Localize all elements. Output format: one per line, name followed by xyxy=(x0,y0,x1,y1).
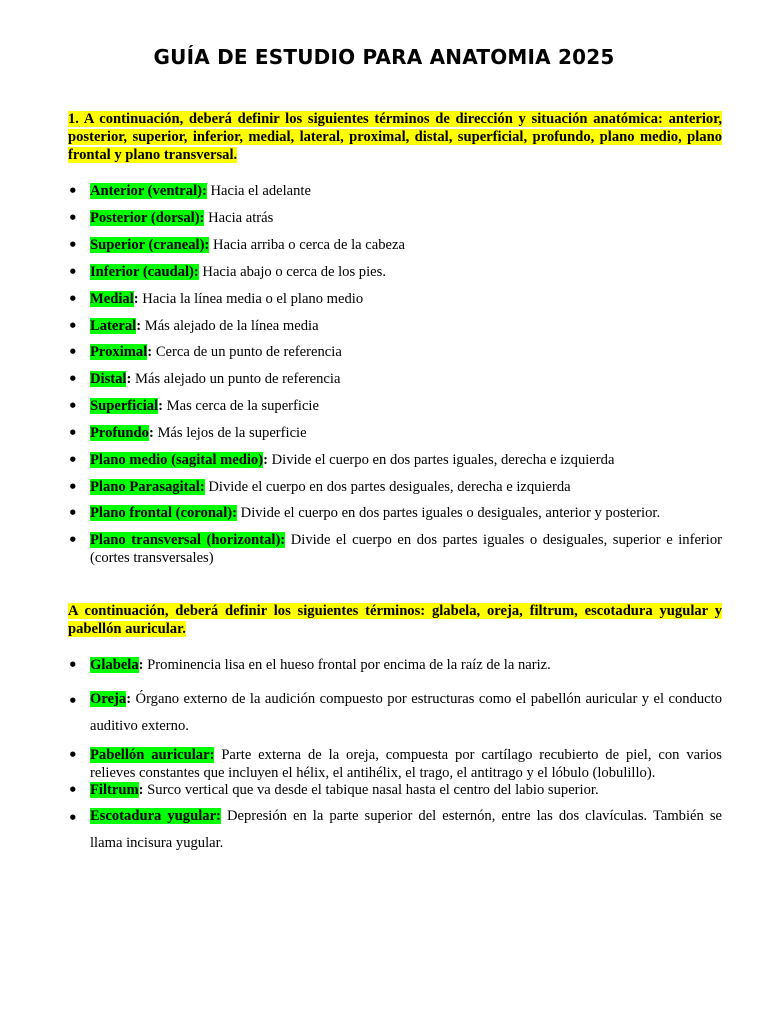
bullet-icon: • xyxy=(68,746,78,764)
section2-heading xyxy=(68,602,722,638)
list-item: • Profundo: Más lejos de la superficie xyxy=(68,424,307,442)
term: Medial xyxy=(90,291,134,307)
term: Pabellón auricular: xyxy=(90,747,215,763)
term: Escotadura yugular: xyxy=(90,808,221,824)
list-item xyxy=(68,182,722,200)
bullet-icon: • xyxy=(68,343,78,361)
list-item: • Lateral: Más alejado de la línea media xyxy=(68,317,319,335)
bullet-icon: • xyxy=(68,263,78,281)
list-item xyxy=(68,531,722,567)
list-item xyxy=(68,236,722,254)
list-item: • Proximal: Cerca de un punto de referencia xyxy=(68,343,342,361)
term: Posterior (dorsal): xyxy=(90,210,205,226)
definition: Depresión en la parte superior del esternón, entre las dos clavículas. También se llama incisura yugular. xyxy=(90,808,722,851)
definition: Más alejado de la línea media xyxy=(141,318,319,334)
term: Superficial xyxy=(90,398,159,414)
term: Superior (craneal): xyxy=(90,237,210,253)
term: Profundo xyxy=(90,425,149,441)
section1-heading-text: 1. A continuación, deberá definir los siguientes términos de dirección y situación anatómica: anterior, posterior, superior, inferior, medial, lateral, proximal, distal, superficial, profundo, plano medio, plano frontal y plano transversal. xyxy=(68,111,722,163)
definition: Cerca de un punto de referencia xyxy=(152,344,342,360)
term: Glabela xyxy=(90,657,139,673)
bullet-icon: • xyxy=(68,478,78,496)
list-item: • Superficial: Mas cerca de la superficie xyxy=(68,397,319,415)
section1-heading xyxy=(68,110,722,164)
definition: Divide el cuerpo en dos partes desiguales, derecha e izquierda xyxy=(204,479,571,495)
definition: Hacia la línea media o el plano medio xyxy=(138,291,364,307)
list-item xyxy=(68,209,722,227)
definition: Mas cerca de la superficie xyxy=(162,398,319,414)
definition: Surco vertical que va desde el tabique nasal hasta el centro del labio superior. xyxy=(143,782,599,798)
list-item: • Distal: Más alejado un punto de referencia xyxy=(68,370,341,388)
definition: Más lejos de la superficie xyxy=(153,425,307,441)
definition: Divide el cuerpo en dos partes iguales o desiguales, superior e inferior (cortes transversales) xyxy=(90,532,722,566)
bullet-icon: • xyxy=(68,397,78,415)
list-item: • Oreja: Órgano externo de la audición compuesto por estructuras como el pabellón auricular y el conducto auditivo externo. xyxy=(68,691,722,734)
section2-heading-text: A continuación, deberá definir los siguientes términos: glabela, oreja, filtrum, escotadura yugular y pabellón auricular. xyxy=(68,603,722,637)
definition: Divide el cuerpo en dos partes iguales o desiguales, anterior y posterior. xyxy=(237,505,661,521)
definition: Parte externa de la oreja, compuesta por cartílago recubierto de piel, con varios relieves constantes que incluyen el hélix, el antihélix, el trago, el antitrago y el lóbulo (lobulillo). xyxy=(90,747,722,781)
bullet-icon: • xyxy=(68,370,78,388)
term: Distal xyxy=(90,371,127,387)
term: Proximal xyxy=(90,344,148,360)
list-item: • Medial: Hacia la línea media o el plano medio xyxy=(68,290,364,308)
bullet-icon: • xyxy=(68,317,78,335)
term: Anterior (ventral): xyxy=(90,183,207,199)
bullet-icon: • xyxy=(68,692,78,710)
definition: Hacia atrás xyxy=(204,210,274,226)
bullet-icon: • xyxy=(68,182,78,200)
list-item xyxy=(68,504,722,522)
term: Plano medio (sagital medio) xyxy=(90,452,264,468)
list-item xyxy=(68,803,722,857)
bullet-icon: • xyxy=(68,290,78,308)
list-item xyxy=(68,746,722,782)
term: Plano frontal (coronal): xyxy=(90,505,238,521)
definition: Más alejado un punto de referencia xyxy=(131,371,341,387)
bullet-icon: • xyxy=(68,781,78,799)
term: Oreja xyxy=(90,691,127,707)
bullet-icon: • xyxy=(68,209,78,227)
definition: Órgano externo de la audición compuesto por estructuras como el pabellón auricular y el conducto auditivo externo. xyxy=(90,691,722,734)
list-item: • Plano medio (sagital medio): Divide el cuerpo en dos partes iguales, derecha e izquierda xyxy=(68,451,615,469)
term: Plano Parasagital: xyxy=(90,479,205,495)
bullet-icon: • xyxy=(68,809,78,827)
page-title: GUÍA DE ESTUDIO PARA ANATOMIA 2025 xyxy=(153,45,615,69)
definition: Hacia arriba o cerca de la cabeza xyxy=(209,237,405,253)
definition: Hacia el adelante xyxy=(206,183,311,199)
list-item: • Glabela: Prominencia lisa en el hueso frontal por encima de la raíz de la nariz. xyxy=(68,656,551,674)
list-item xyxy=(68,263,722,281)
bullet-icon: • xyxy=(68,531,78,549)
bullet-icon: • xyxy=(68,504,78,522)
term: Inferior (caudal): xyxy=(90,264,199,280)
definition: Prominencia lisa en el hueso frontal por encima de la raíz de la nariz. xyxy=(143,657,551,673)
definition: Hacia abajo o cerca de los pies. xyxy=(198,264,386,280)
list-item xyxy=(68,478,722,496)
list-item: • Filtrum: Surco vertical que va desde el tabique nasal hasta el centro del labio superior. xyxy=(68,781,599,799)
bullet-icon: • xyxy=(68,424,78,442)
bullet-icon: • xyxy=(68,451,78,469)
bullet-icon: • xyxy=(68,656,78,674)
term: Plano transversal (horizontal): xyxy=(90,532,286,548)
definition: Divide el cuerpo en dos partes iguales, derecha e izquierda xyxy=(267,452,615,468)
term: Filtrum xyxy=(90,782,139,798)
term: Lateral xyxy=(90,318,137,334)
bullet-icon: • xyxy=(68,236,78,254)
